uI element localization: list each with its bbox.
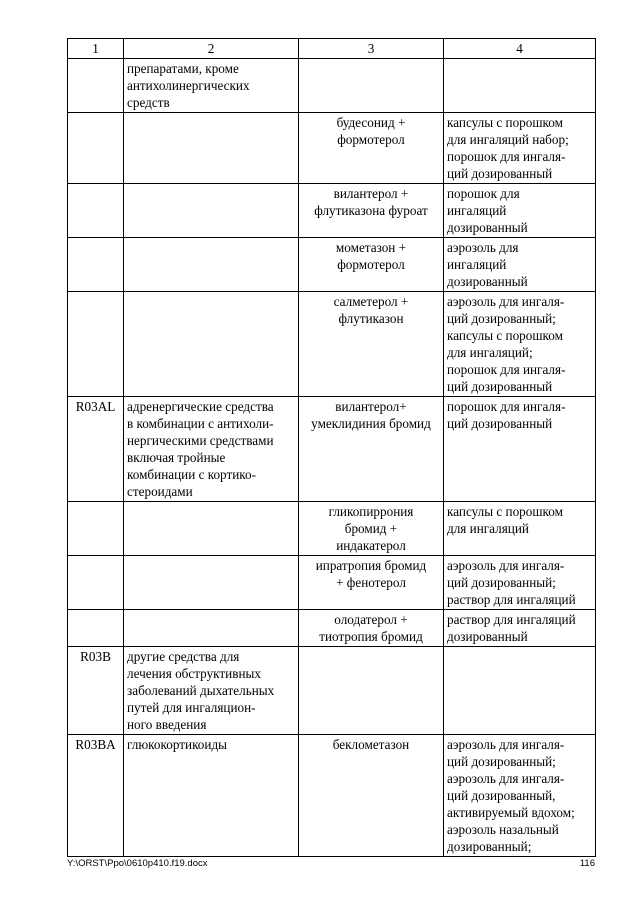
dosage-form: аэрозоль для ингаля- ций дозированный; аэрозоль для ингаля- ций дозированный, активируемый вдохом; аэрозоль назальный дозированный; — [447, 737, 575, 854]
drug-name-cell — [299, 184, 444, 238]
table-row — [68, 59, 596, 113]
dosage-form-cell — [444, 647, 596, 735]
dosage-form-cell — [444, 184, 596, 238]
group-name-cell — [124, 59, 299, 113]
group-name: препаратами, кроме антихолинергических средств — [127, 61, 250, 110]
drug-name-cell — [299, 59, 444, 113]
drug-name-cell — [299, 502, 444, 556]
atc-code: R03B — [80, 649, 111, 664]
dosage-form-cell — [444, 113, 596, 184]
drug-name-cell — [299, 647, 444, 735]
column-header-4: 4 — [444, 39, 596, 59]
table-row — [68, 556, 596, 610]
dosage-form: порошок для ингаляций дозированный — [447, 186, 528, 235]
group-name-cell — [124, 397, 299, 502]
atc-code: R03AL — [75, 399, 116, 414]
group-name: глюкокортикоиды — [127, 737, 228, 752]
dosage-form: раствор для ингаляций дозированный — [447, 612, 576, 644]
table-row — [68, 647, 596, 735]
table-row — [68, 238, 596, 292]
table-row — [68, 610, 596, 647]
atc-code: R03BA — [75, 737, 116, 752]
drug-name: гликопиррония бромид + индакатерол — [328, 504, 414, 553]
group-name-cell — [124, 113, 299, 184]
atc-code-cell — [68, 292, 124, 397]
drug-name: мометазон + формотерол — [335, 240, 407, 272]
group-name: адренергические средства в комбинации с антихоли- нергическими средствами включая тройные комбинации с кортико- стероидами — [127, 399, 274, 499]
group-name-cell — [124, 238, 299, 292]
drug-name: вилантерол+ умеклидиния бромид — [311, 399, 431, 431]
column-header-3: 3 — [299, 39, 444, 59]
atc-code-cell — [68, 647, 124, 735]
table-row — [68, 292, 596, 397]
table-row — [68, 397, 596, 502]
dosage-form: капсулы с порошком для ингаляций — [447, 504, 563, 536]
table-row — [68, 184, 596, 238]
drug-name-cell — [299, 556, 444, 610]
dosage-form-cell — [444, 556, 596, 610]
drug-name-cell — [299, 610, 444, 647]
drug-name-cell — [299, 238, 444, 292]
footer-file-path: Y:\ORST\Ppo\0610p410.f19.docx — [67, 858, 208, 869]
dosage-form: капсулы с порошком для ингаляций набор; порошок для ингаля- ций дозированный — [447, 115, 569, 181]
atc-code-cell — [68, 113, 124, 184]
drug-name: ипратропия бромид + фенотерол — [315, 558, 427, 590]
drug-name-cell — [299, 113, 444, 184]
table-header-row — [68, 39, 596, 59]
atc-code-cell — [68, 397, 124, 502]
drug-name: будесонид + формотерол — [336, 115, 406, 147]
group-name-cell — [124, 556, 299, 610]
atc-code-cell — [68, 184, 124, 238]
table-row — [68, 113, 596, 184]
atc-code-cell — [68, 610, 124, 647]
drug-name-cell — [299, 397, 444, 502]
table-row — [68, 735, 596, 857]
dosage-form-cell — [444, 292, 596, 397]
dosage-form: аэрозоль для ингаляций дозированный — [447, 240, 528, 289]
group-name-cell — [124, 502, 299, 556]
dosage-form-cell — [444, 59, 596, 113]
atc-code-cell — [68, 59, 124, 113]
group-name-cell — [124, 610, 299, 647]
table-row — [68, 502, 596, 556]
dosage-form: порошок для ингаля- ций дозированный — [447, 399, 566, 431]
footer-page-number: 116 — [579, 858, 595, 869]
column-header-1: 1 — [68, 39, 124, 59]
medication-table — [67, 38, 596, 857]
dosage-form: аэрозоль для ингаля- ций дозированный; капсулы с порошком для ингаляций; порошок для ингаля- ций дозированный — [447, 294, 566, 394]
dosage-form-cell — [444, 502, 596, 556]
group-name-cell — [124, 647, 299, 735]
dosage-form-cell — [444, 735, 596, 857]
dosage-form-cell — [444, 610, 596, 647]
atc-code-cell — [68, 556, 124, 610]
dosage-form-cell — [444, 397, 596, 502]
drug-name: вилантерол + флутиказона фуроат — [314, 186, 428, 218]
group-name: другие средства для лечения обструктивных заболеваний дыхательных путей для ингаляцион- ного введения — [127, 649, 275, 732]
drug-name: салметерол + флутиказон — [333, 294, 409, 326]
column-header-2: 2 — [124, 39, 299, 59]
group-name-cell — [124, 735, 299, 857]
drug-name: олодатерол + тиотропия бромид — [319, 612, 423, 644]
atc-code-cell — [68, 238, 124, 292]
group-name-cell — [124, 184, 299, 238]
group-name-cell — [124, 292, 299, 397]
drug-name-cell — [299, 735, 444, 857]
dosage-form: аэрозоль для ингаля- ций дозированный; раствор для ингаляций — [447, 558, 576, 607]
atc-code-cell — [68, 502, 124, 556]
drug-name-cell — [299, 292, 444, 397]
atc-code-cell — [68, 735, 124, 857]
drug-name: беклометазон — [332, 737, 410, 752]
dosage-form-cell — [444, 238, 596, 292]
